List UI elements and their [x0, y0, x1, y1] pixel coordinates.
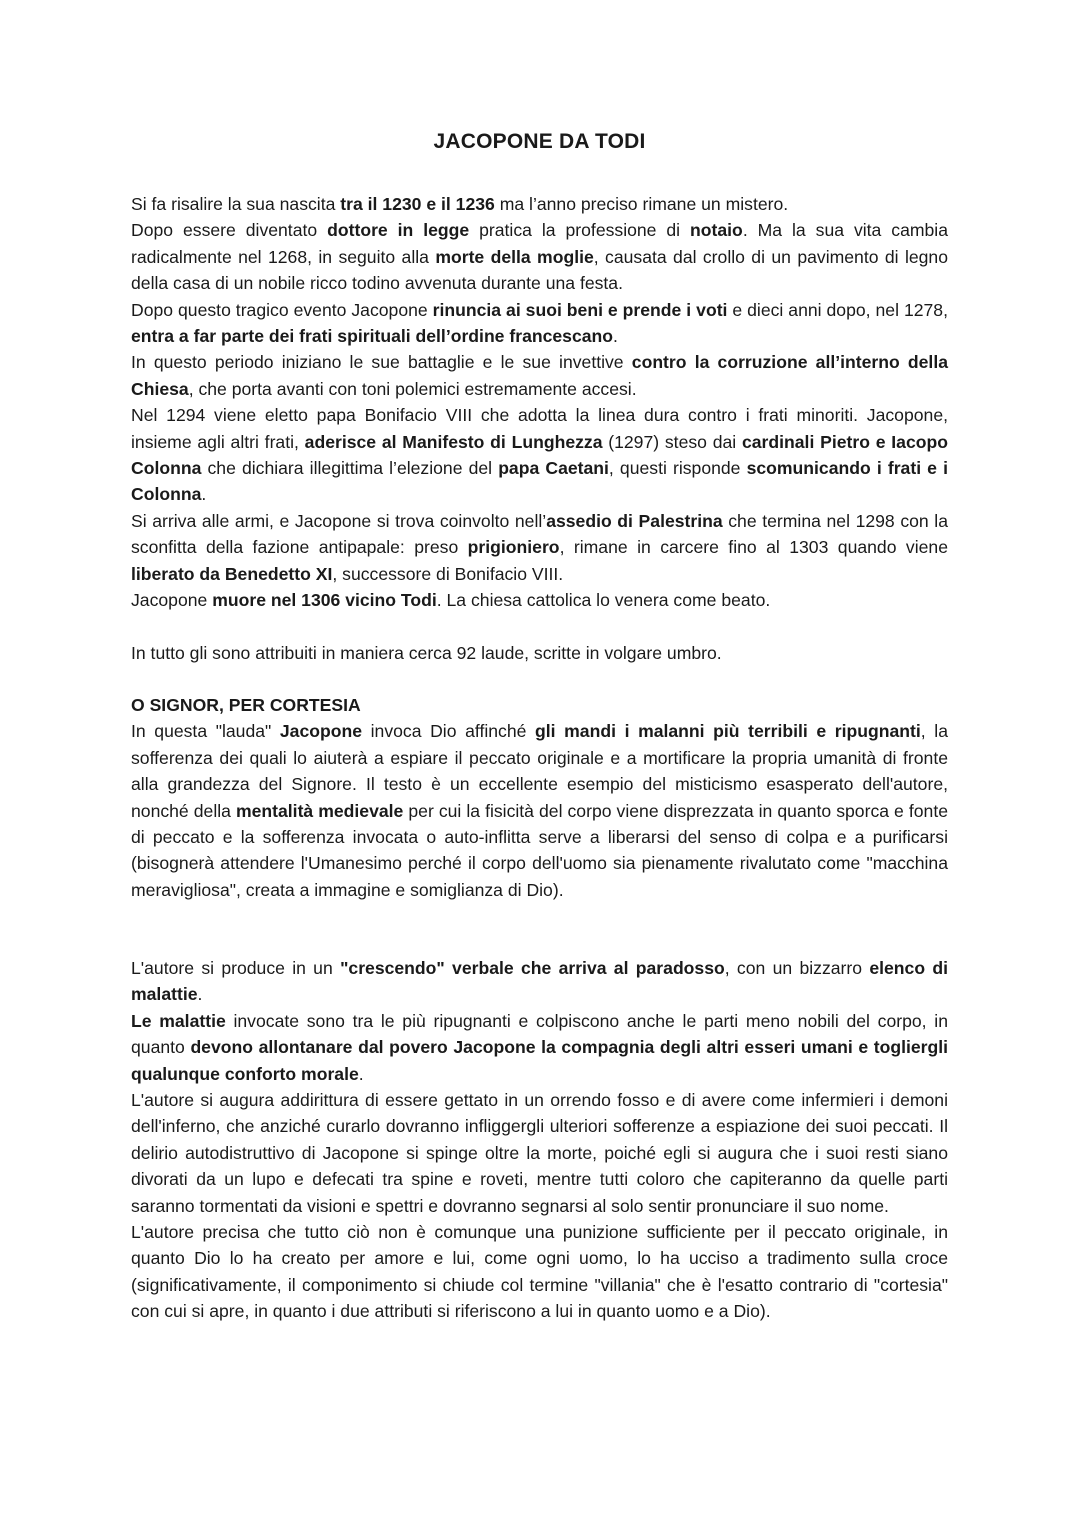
biography-section: [131, 191, 948, 614]
laude-note-section: [131, 640, 948, 666]
text-run: , questi risponde: [608, 458, 747, 479]
bold-run: mentalità medievale: [235, 800, 404, 821]
bio-paragraph-career: [131, 217, 948, 296]
text-run: invoca Dio affinché: [362, 721, 536, 742]
text-run: . Ma la sua vita cambia radicalmente nel 1268, in seguito alla: [131, 220, 949, 267]
text-run: (1297) steso dai: [602, 431, 742, 452]
text-run: . La chiesa cattolica lo venera come beato.: [436, 590, 771, 611]
text-run: invocate sono tra le più ripugnanti e colpiscono anche le parti meno nobili del corpo, in quanto: [131, 1010, 948, 1058]
bold-run: prigioniero: [467, 537, 560, 558]
text-run: Dopo questo tragico evento Jacopone: [131, 299, 433, 320]
text-run: .: [201, 484, 207, 505]
text-run: e dieci anni dopo, nel 1278,: [727, 299, 948, 320]
text-run: L'autore si produce in un: [131, 958, 341, 978]
bold-run: tra il 1230 e il 1236: [340, 194, 495, 214]
text-run: L'autore si augura addirittura di essere gettato in un orrendo fosso e di avere come infermieri i demoni dell'inferno, che anziché curarlo dovranno infliggergli ulteriori sofferenze a espiazione dei suoi peccati. Il delirio autodistruttivo di Jacopone si spinge oltre la morte, poiché egli si augura che i suoi resti siano divorati da un lupo e defecati tra spine e roveti, mentre tutti coloro che capiteranno da quelle parti saranno tormentati da visioni e spettri e dovranno segnarsi al solo sentir pronunciare il suo nome.: [131, 1090, 948, 1216]
bold-run: rinuncia ai suoi beni e prende i voti: [432, 299, 728, 320]
text-run: , la sofferenza dei quali lo aiuterà a espiare il peccato originale e a mortificare la propria umanità di fronte alla grandezza del Signore. Il testo è un eccellente esempio del misticismo esasperato dell'autore, nonché della: [131, 721, 948, 821]
lauda-paragraph-crescendo: [131, 955, 948, 1008]
bold-run: morte della moglie: [435, 246, 594, 267]
text-run: .: [197, 984, 203, 1005]
bio-paragraph-palestrina: [131, 508, 948, 587]
bio-paragraph-vows: [131, 297, 948, 350]
text-run: .: [358, 1063, 364, 1084]
text-run: Nel 1294 viene eletto papa Bonifacio VIII che adotta la linea dura contro i frati minoriti. Jacopone, insieme agli altri frati,: [131, 405, 948, 452]
bold-run: papa Caetani: [498, 458, 609, 479]
text-run: che termina nel 1298 con la sconfitta della fazione antipapale: preso: [131, 510, 948, 558]
bold-run: aderisce al Manifesto di Lunghezza: [304, 431, 603, 452]
text-run: .: [613, 326, 618, 347]
text-run: , successore di Bonifacio VIII.: [332, 563, 564, 584]
bold-run: Le malattie: [131, 1010, 226, 1031]
bold-run: Jacopone: [279, 721, 363, 742]
lauda-paragraph-intro: [131, 718, 948, 903]
text-run: , causata dal crollo di un pavimento di legno della casa di un nobile ricco todino avvenuta durante una festa.: [131, 246, 949, 294]
section-heading: O SIGNOR, PER CORTESIA: [131, 695, 361, 715]
text-run: che dichiara illegittima l’elezione del: [201, 458, 499, 479]
bold-run: contro la corruzione all’interno della Chiesa: [131, 352, 948, 399]
page-title: JACOPONE DA TODI: [433, 130, 646, 153]
text-run: L'autore precisa che tutto ciò non è comunque una punizione sufficiente per il peccato originale, in quanto Dio lo ha creato per amore e lui, come ogni uomo, lo ha ucciso a tradimento sulla croce (significativamente, il componimento si chiude col termine "villania" che è l'esatto contrario di "cortesia" con cui si apre, in quanto i due attributi si riferiscono a lui in quanto uomo e a Dio).: [131, 1222, 948, 1322]
bold-run: cardinali Pietro e Iacopo Colonna: [131, 431, 948, 479]
text-run: , che porta avanti con toni polemici estremamente accesi.: [188, 378, 637, 399]
bold-run: elenco di malattie: [131, 958, 948, 1005]
bold-run: dottore in legge: [327, 220, 470, 241]
lauda-paragraph-demoni: [131, 1087, 948, 1219]
bold-run: "crescendo" verbale che arriva al paradosso: [340, 958, 725, 978]
bio-paragraph-birth: [131, 191, 948, 217]
text-run: Dopo essere diventato: [131, 220, 328, 241]
lauda-paragraph-conclusion: [131, 1219, 948, 1325]
bold-run: scomunicando i frati e i Colonna: [131, 458, 948, 505]
bio-paragraph-bonifacio: [131, 402, 948, 508]
bold-run: entra a far parte dei frati spirituali dell’ordine francescano: [131, 326, 614, 347]
bold-run: liberato da Benedetto XI: [131, 563, 333, 584]
text-run: per cui la fisicità del corpo viene disprezzata in quanto sporca e fonte di peccato e la sofferenza invocata o auto-inflitta serve a liberarsi del senso di colpa e a purificarsi (bisognerà attendere l'Umanesimo perché il corpo dell'uomo sia pienamente rivalutato come "macchina meravigliosa", creata a immagine e somiglianza di Dio).: [131, 800, 949, 900]
laude-note: In tutto gli sono attribuiti in maniera cerca 92 laude, scritte in volgare umbro.: [131, 643, 722, 663]
text-run: , rimane in carcere fino al 1303 quando viene: [559, 537, 948, 558]
bio-paragraph-death: [131, 587, 948, 613]
lauda-section: [131, 692, 948, 903]
text-run: pratica la professione di: [469, 220, 691, 241]
bold-run: notaio: [690, 220, 743, 241]
text-run: Jacopone: [131, 590, 213, 611]
lauda-paragraph-malattie: [131, 1008, 948, 1087]
bold-run: gli mandi i malanni più terribili e ripugnanti: [535, 721, 921, 742]
text-run: In questo periodo iniziano le sue battaglie e le sue invettive: [131, 352, 632, 373]
text-run: ma l’anno preciso rimane un mistero.: [494, 194, 789, 214]
text-run: Si arriva alle armi, e Jacopone si trova coinvolto nell’: [131, 510, 547, 531]
bold-run: devono allontanare dal povero Jacopone la compagnia degli altri esseri umani e togliergli qualunque conforto morale: [131, 1037, 949, 1084]
text-run: , con un bizzarro: [724, 958, 870, 978]
text-run: In questa "lauda": [131, 721, 280, 742]
text-run: Si fa risalire la sua nascita: [131, 194, 341, 214]
lauda-analysis-section: [131, 955, 948, 1325]
bio-paragraph-battles: [131, 349, 948, 402]
bold-run: assedio di Palestrina: [546, 510, 723, 531]
bold-run: muore nel 1306 vicino Todi: [212, 590, 437, 611]
